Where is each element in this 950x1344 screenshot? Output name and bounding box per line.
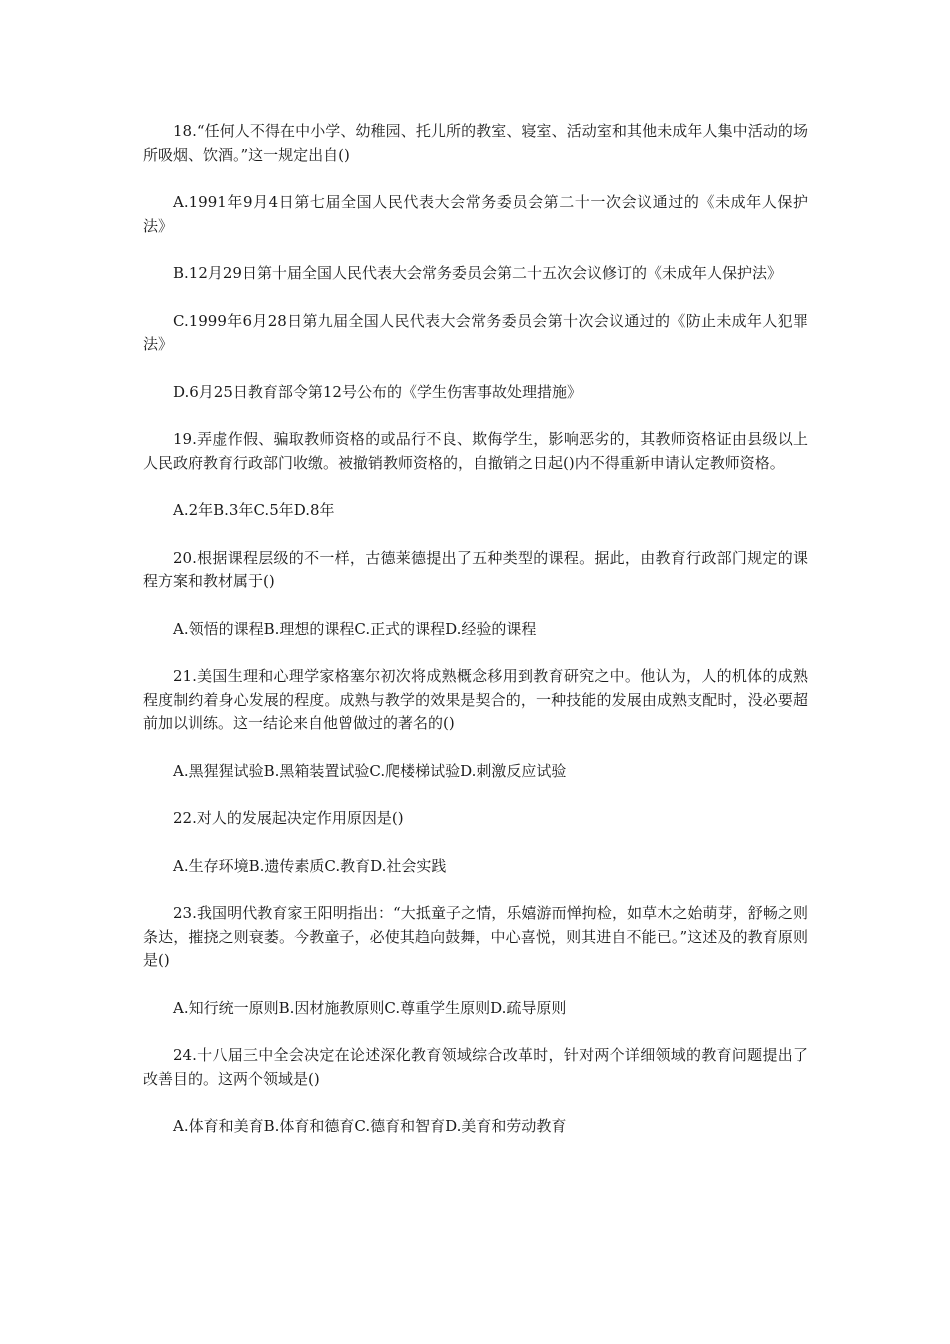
question-24-options: A.体育和美育B.体育和德育C.德育和智育D.美育和劳动教育: [173, 1117, 567, 1135]
question-20: 20.根据课程层级的不一样，古德莱德提出了五种类型的课程。据此，由教育行政部门规定的课程方案和教材属于(): [143, 548, 808, 590]
question-23: 23.我国明代教育家王阳明指出：“大抵童子之情，乐嬉游而惮拘检，如草木之始萌芽，舒畅之则条达，摧挠之则衰萎。今教童子，必使其趋向鼓舞，中心喜悦，则其进自不能已。”这述及的教育原则是(): [143, 904, 808, 969]
question-18-option-b: B.12月29日第十届全国人民代表大会常务委员会第二十五次会议修订的《未成年人保护法》: [173, 264, 782, 282]
question-19: 19.弄虚作假、骗取教师资格的或品行不良、欺侮学生，影响恶劣的，其教师资格证由县级以上人民政府教育行政部门收缴。被撤销教师资格的，自撤销之日起()内不得重新申请认定教师资格。: [143, 430, 808, 472]
document-page: [143, 120, 808, 1163]
question-18-option-a: A.1991年9月4日第七届全国人民代表大会常务委员会第二十一次会议通过的《未成年人保护法》: [143, 193, 808, 235]
question-19-options: A.2年B.3年C.5年D.8年: [173, 501, 335, 519]
question-21: 21.美国生理和心理学家格塞尔初次将成熟概念移用到教育研究之中。他认为，人的机体的成熟程度制约着身心发展的程度。成熟与教学的效果是契合的，一种技能的发展由成熟支配时，没必要超前加以训练。这一结论来自他曾做过的著名的(): [143, 667, 808, 732]
question-21-options: A.黑猩猩试验B.黑箱装置试验C.爬楼梯试验D.刺激反应试验: [173, 761, 567, 780]
question-18: 18.“任何人不得在中小学、幼稚园、托儿所的教室、寝室、活动室和其他未成年人集中活动的场所吸烟、饮酒。”这一规定出自(): [143, 122, 808, 164]
question-22-options: A.生存环境B.遗传素质C.教育D.社会实践: [173, 856, 447, 875]
question-24: 24.十八届三中全会决定在论述深化教育领域综合改革时，针对两个详细领域的教育问题提出了改善目的。这两个领域是(): [143, 1046, 808, 1088]
question-20-options: A.领悟的课程B.理想的课程C.正式的课程D.经验的课程: [173, 619, 537, 638]
question-22: 22.对人的发展起决定作用原因是(): [173, 809, 404, 827]
question-18-option-d: D.6月25日教育部令第12号公布的《学生伤害事故处理措施》: [173, 382, 582, 401]
question-23-options: A.知行统一原则B.因材施教原则C.尊重学生原则D.疏导原则: [173, 998, 567, 1017]
question-18-option-c: C.1999年6月28日第九届全国人民代表大会常务委员会第十次会议通过的《防止未成年人犯罪法》: [143, 311, 808, 353]
